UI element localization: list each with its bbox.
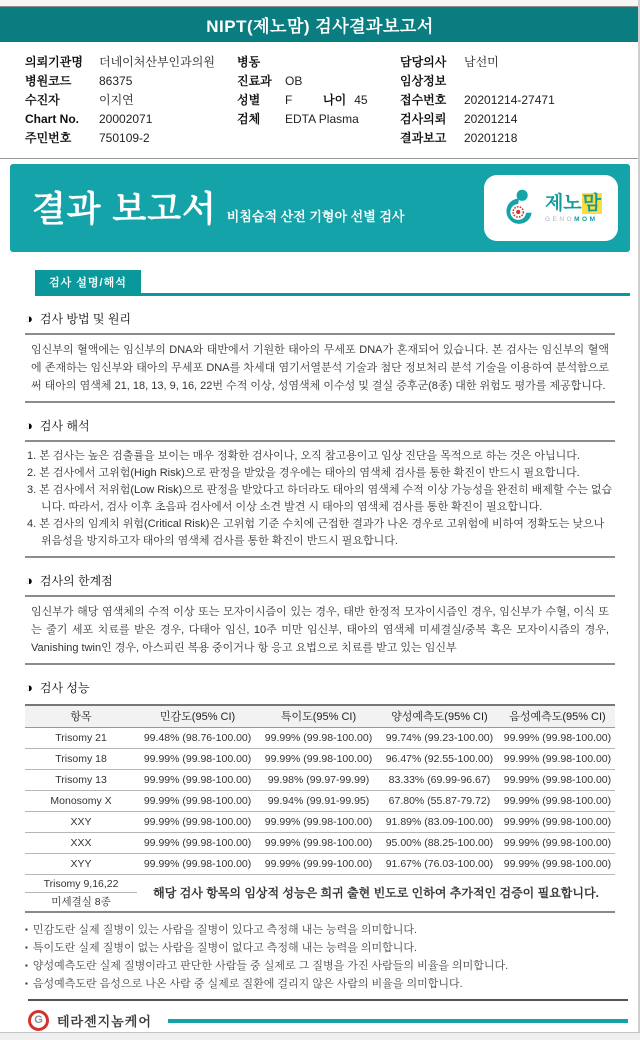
table-cell: 99.99% (99.98-100.00) [258,748,379,769]
table-cell: 99.99% (99.98-100.00) [258,727,379,748]
section-tab-row [35,270,630,296]
info-value: OB [285,74,303,88]
info-value: 20201214-27471 [464,93,555,107]
page-top-margin [0,0,640,7]
table-cell: 91.89% (83.09-100.00) [379,811,500,832]
info-value: 남선미 [464,55,499,69]
report-content [25,310,615,993]
performance-table [25,704,615,913]
table-row [25,790,615,811]
footnote-text: 특이도란 실제 질병이 없는 사람을 질병이 없다고 측정해 내는 능력을 의미합니다. [32,941,418,954]
info-row [25,71,237,90]
info-label: 병동 [237,55,261,69]
info-label: 진료과 [237,74,272,88]
table-header-row [25,705,615,727]
info-row [237,52,400,71]
info-label: 결과보고 [400,131,447,145]
info-label: Chart No. [25,112,79,126]
test-method-body: 임신부의 혈액에는 임신부의 DNA와 태반에서 기원한 태아의 무세포 DNA가 혼재되어 있습니다. 본 검사는 임신부의 혈액에 존재하는 임신부와 태아의 무세포 DNA를 차세대 염기서열분석 기술과 첨단 정보처리 분석 기술을 이용하여 분석함으로써 태아의 염색체 21, 18, 13, 9, 16, 22번 수적 이상, 성염색체 이수성 및 결실 증후군(8종) 대한 위험도 평가를 제공합니다. [25,333,615,403]
interpretation-item: 3. 본 검사에서 저위험(Low Risk)으로 판정을 받았다고 하더라도 태아의 염색체 수적 이상 가능성을 완전히 배제할 수는 없습니다. 따라서, 검사 이후 초음파 검사에서 이상 소견 발견 시 태아의 염색체 검사를 통한 확진이 필요합니다. [27,484,613,513]
table-cell: 99.99% (99.98-100.00) [258,811,379,832]
square-bullet-icon: ▪ [25,960,28,970]
heading-test-interpretation [25,417,615,434]
table-header-cell: 특이도(95% CI) [258,705,379,727]
table-cell: 99.99% (99.98-100.00) [500,790,615,811]
table-cell: 67.80% (55.87-79.72) [379,790,500,811]
table-header-cell: 음성예측도(95% CI) [500,705,615,727]
heading-test-method [25,310,615,327]
table-cell: 99.99% (99.98-100.00) [137,811,258,832]
table-cell: 99.99% (99.98-100.00) [258,832,379,853]
report-title: NIPT(제노맘) 검사결과보고서 [206,17,434,36]
footer-company-name: 테라젠지놈케어 [57,1014,152,1029]
info-row [237,71,400,90]
info-value: 20002071 [99,112,153,126]
interpretation-item: 1. 본 검사는 높은 검출률을 보이는 매우 정확한 검사이나, 오직 참고용이고 임상 진단을 목적으로 하는 것은 아닙니다. [27,450,580,462]
info-label: 의뢰기관명 [25,55,83,69]
info-row [237,90,400,109]
table-cell: 99.99% (99.98-100.00) [137,832,258,853]
info-value: 20201218 [464,131,518,145]
info-row [25,52,237,71]
heading-label: 검사 성능 [39,681,90,695]
table-row [25,748,615,769]
info-value: 750109-2 [99,131,150,145]
genomom-english-wordmark [545,216,602,223]
table-cell-line: 미세결실 8종 [51,895,111,908]
half-circle-icon: ◑ [25,311,33,326]
table-cell: Trisomy 18 [25,748,137,769]
patient-info-column-middle [237,52,400,147]
table-cell: 99.94% (99.91-99.95) [258,790,379,811]
info-row [400,128,630,147]
info-value: 45 [354,93,368,107]
table-cell: Monosomy X [25,790,137,811]
info-value: F [285,93,293,107]
tab-exam-description: 검사 설명/해석 [35,270,141,293]
table-cell-line: Trisomy 9,16,22 [25,875,137,893]
info-label: 성별 [237,93,261,107]
footnote-item [25,921,615,939]
half-circle-icon: ◑ [25,680,33,695]
footnote-text: 민감도란 실제 질병이 있는 사람을 질병이 있다고 측정해 내는 능력을 의미합니다. [32,923,418,936]
table-row [25,727,615,748]
footnote-item [25,957,615,975]
interpretation-item: 4. 본 검사의 임계치 위험(Critical Risk)은 고위험 기준 수치에 근접한 결과가 나온 경우로 고위험에 비하여 정확도는 낮으나 위음성을 방지하고자 태아의 염색체 검사를 통한 확진이 반드시 필요합니다. [27,518,605,547]
patient-info-column-left [25,52,237,147]
table-cell: 99.99% (99.98-100.00) [500,811,615,832]
table-cell: 99.99% (99.99-100.00) [258,853,379,874]
patient-info-section [0,42,640,159]
info-label: 접수번호 [400,93,447,107]
table-cell: 99.99% (99.98-100.00) [137,769,258,790]
table-cell-split [25,874,137,912]
table-row-special [25,874,615,912]
table-row [25,832,615,853]
table-cell: 99.99% (99.98-100.00) [137,748,258,769]
table-cell: 91.67% (76.03-100.00) [379,853,500,874]
table-cell: 99.99% (99.98-100.00) [137,790,258,811]
heading-label: 검사 방법 및 원리 [39,312,132,326]
theragen-logo-icon: G [28,1010,49,1031]
table-row [25,811,615,832]
table-header-cell: 항목 [25,705,137,727]
table-cell: 99.48% (98.76-100.00) [137,727,258,748]
info-row [400,71,630,90]
info-value: EDTA Plasma [285,112,359,126]
result-report-banner [10,164,630,252]
footer-teal-divider [168,1019,628,1023]
footnote-text: 양성예측도란 실제 질병이라고 판단한 사람들 중 실제로 그 질병을 가진 사람들의 비율을 의미합니다. [32,959,509,972]
banner-text [32,182,404,232]
logo-en-mom: MOM [574,216,598,223]
logo-en-geno: GENO [544,216,575,223]
table-header-cell: 민감도(95% CI) [137,705,258,727]
footnote-text: 음성예측도란 음성으로 나온 사람 중 실제로 질환에 걸리지 않은 사람의 비율을 의미합니다. [32,977,463,990]
table-cell: 95.00% (88.25-100.00) [379,832,500,853]
table-cell: 99.74% (99.23-100.00) [379,727,500,748]
half-circle-icon: ◑ [25,418,33,433]
performance-footnotes [25,921,615,993]
table-cell: XXY [25,811,137,832]
table-note-cell: 해당 검사 항목의 임상적 성능은 희귀 출현 빈도로 인하여 추가적인 검증이 필요합니다. [137,874,615,912]
table-cell: 99.98% (99.97-99.99) [258,769,379,790]
info-label: 검사의뢰 [400,112,447,126]
patient-info-column-right [400,52,630,147]
report-footer [0,999,638,1031]
footer-top-rule [28,999,628,1001]
info-value: 이지연 [99,93,134,107]
info-value: 더네이처산부인과의원 [99,55,215,69]
table-cell: XXX [25,832,137,853]
table-cell: XYY [25,853,137,874]
info-row [237,109,400,128]
info-row [400,109,630,128]
report-header-bar [0,7,640,42]
info-label: 나이 [323,93,347,107]
heading-test-performance [25,679,615,696]
genomom-logo-text [545,193,602,223]
table-cell: 99.99% (99.98-100.00) [500,853,615,874]
heading-test-limitations [25,572,615,589]
table-cell: 83.33% (69.99-96.67) [379,769,500,790]
half-circle-icon: ◑ [25,573,33,588]
genomom-mother-icon [500,188,538,228]
table-cell: 99.99% (99.98-100.00) [500,748,615,769]
table-cell: Trisomy 13 [25,769,137,790]
table-cell: 99.99% (99.98-100.00) [137,853,258,874]
info-value: 20201214 [464,112,518,126]
info-label: 담당의사 [400,55,447,69]
info-label: 검체 [237,112,261,126]
info-value: 86375 [99,74,133,88]
heading-label: 검사 해석 [39,419,90,433]
table-cell: Trisomy 21 [25,727,137,748]
table-cell: 99.99% (99.98-100.00) [500,727,615,748]
square-bullet-icon: ▪ [25,942,28,952]
info-row [25,128,237,147]
info-row [400,52,630,71]
logo-kr-accent: 맘 [582,193,602,214]
table-header-cell: 양성예측도(95% CI) [379,705,500,727]
interpretation-item: 2. 본 검사에서 고위험(High Risk)으로 판정을 받았을 경우에는 태아의 염색체 검사를 통한 확진이 반드시 필요합니다. [27,467,580,479]
info-label: 임상정보 [400,74,447,88]
square-bullet-icon: ▪ [25,924,28,934]
info-label: 수진자 [25,93,60,107]
square-bullet-icon: ▪ [25,978,28,988]
info-row [25,109,237,128]
banner-title: 결과 보고서 [32,190,217,229]
logo-kr-main: 제노 [544,193,582,214]
heading-label: 검사의 한계점 [39,574,113,588]
info-row [25,90,237,109]
info-label: 병원코드 [25,74,72,88]
genomom-korean-wordmark [545,193,602,214]
test-limitations-body: 임신부가 해당 염색체의 수적 이상 또는 모자이시즘이 있는 경우, 태반 한정적 모자이시즘인 경우, 임신부가 수혈, 이식 또는 줄기 세포 치료를 받은 경우, 다태아 임신, 10주 미만 임신부, 태아의 염색체 미세결실/중복 혹은 모자이시즘의 경우, Vanishing twin인 경우, 아스피린 복용 중이거나 항 응고 요법으로 치료를 받고 있는 임신부 [25,595,615,665]
footnote-item [25,939,615,957]
genomom-logo [484,175,618,241]
banner-subtitle: 비침습적 산전 기형아 선별 검사 [226,209,405,224]
test-interpretation-list [25,440,615,558]
table-row [25,769,615,790]
info-row [400,90,630,109]
footnote-item [25,975,615,993]
table-cell: 96.47% (92.55-100.00) [379,748,500,769]
info-label: 주민번호 [25,131,72,145]
footer-logo-row [28,1010,628,1031]
table-cell: 99.99% (99.98-100.00) [500,769,615,790]
table-cell: 99.99% (99.98-100.00) [500,832,615,853]
table-row [25,853,615,874]
page-bottom-margin [0,1032,640,1040]
